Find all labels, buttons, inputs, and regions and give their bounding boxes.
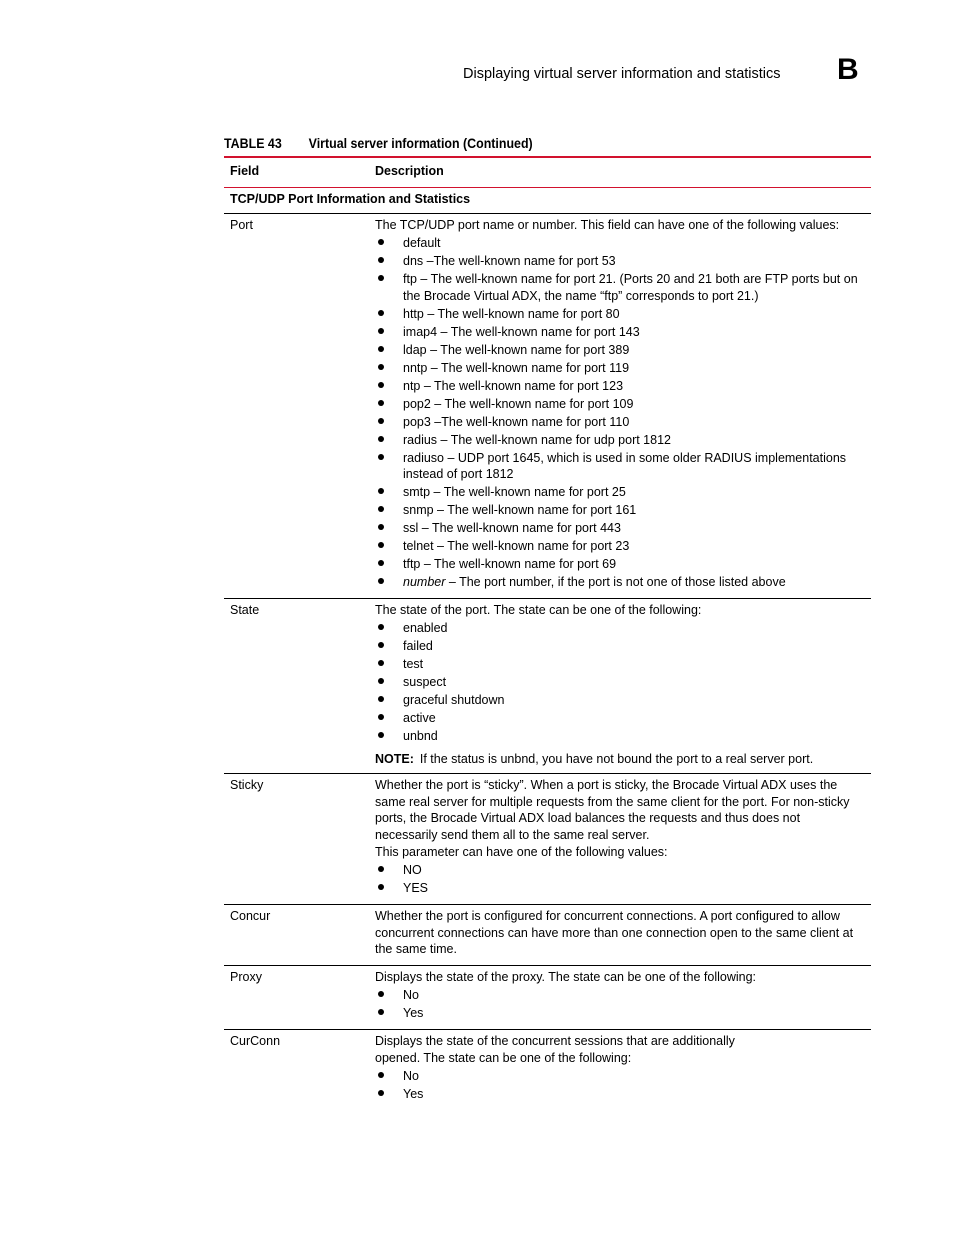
- list-item: tftp – The well-known name for port 69: [375, 556, 865, 573]
- bullet-icon: [378, 1009, 384, 1015]
- value-list: [375, 1068, 865, 1103]
- list-item: pop2 – The well-known name for port 109: [375, 396, 865, 413]
- list-item: NO: [375, 862, 865, 879]
- bullet-icon: [378, 884, 384, 890]
- bullet-icon: [378, 560, 384, 566]
- value-list: [375, 235, 865, 591]
- bullet-icon: [378, 400, 384, 406]
- bullet-icon: [378, 542, 384, 548]
- description-intro: Displays the state of the proxy. The state can be one of the following:: [375, 969, 757, 984]
- bullet-icon: [378, 328, 384, 334]
- list-item: radius – The well-known name for udp port 1812: [375, 432, 865, 449]
- list-item: pop3 –The well-known name for port 110: [375, 414, 865, 431]
- list-item: unbnd: [375, 728, 865, 745]
- list-item: ntp – The well-known name for port 123: [375, 378, 865, 395]
- table-row-sticky: [224, 774, 871, 905]
- description-intro: The state of the port. The state can be one of the following:: [375, 603, 702, 617]
- list-item: ssl – The well-known name for port 443: [375, 520, 865, 537]
- section-title: TCP/UDP Port Information and Statistics: [230, 192, 471, 206]
- list-item: No: [375, 1068, 865, 1085]
- field-description: [375, 969, 865, 1022]
- bullet-icon: [378, 454, 384, 460]
- note: [375, 751, 865, 768]
- table-title: Virtual server information (Continued): [308, 136, 533, 151]
- bullet-icon: [378, 642, 384, 648]
- bullet-icon: [378, 275, 384, 281]
- list-item: ldap – The well-known name for port 389: [375, 342, 865, 359]
- description-intro: The TCP/UDP port name or number. This field can have one of the following values:: [375, 218, 840, 232]
- list-item: dns –The well-known name for port 53: [375, 253, 865, 270]
- bullet-icon: [378, 382, 384, 388]
- list-item: smtp – The well-known name for port 25: [375, 484, 865, 501]
- field-description: [375, 908, 865, 958]
- running-header-title: Displaying virtual server information and statistics: [463, 66, 781, 82]
- list-item: telnet – The well-known name for port 23: [375, 538, 865, 555]
- description-intro: Whether the port is “sticky”. When a port is sticky, the Brocade Virtual ADX uses the same real server for multiple requests from the same client for the port. For non-sticky ports, the Brocade Virtual ADX load balances the requests and thus does not necessarily send them all to the same real server.: [375, 778, 850, 842]
- placeholder-term: number: [403, 575, 446, 589]
- field-name: Sticky: [230, 778, 264, 792]
- bullet-icon: [378, 732, 384, 738]
- field-name: CurConn: [230, 1033, 281, 1048]
- bullet-icon: [378, 364, 384, 370]
- bullet-icon: [378, 239, 384, 245]
- value-list: [375, 987, 865, 1022]
- appendix-letter: B: [837, 53, 859, 86]
- list-item: graceful shutdown: [375, 692, 865, 709]
- list-item: suspect: [375, 674, 865, 691]
- bullet-icon: [378, 714, 384, 720]
- description-intro: Whether the port is configured for concurrent connections. A port configured to allow concurrent connections can have more than one connection open to the same client at the same time.: [375, 909, 854, 956]
- bullet-icon: [378, 678, 384, 684]
- table-number: TABLE 43: [224, 136, 282, 151]
- list-item: nntp – The well-known name for port 119: [375, 360, 865, 377]
- list-item: radiuso – UDP port 1645, which is used in some older RADIUS implementations instead of port 1812: [375, 450, 865, 483]
- list-item: ftp – The well-known name for port 21. (Ports 20 and 21 both are FTP ports but on the Brocade Virtual ADX, the name “ftp” corresponds to port 21.): [375, 271, 865, 304]
- value-list: [375, 862, 865, 897]
- bullet-icon: [378, 436, 384, 442]
- note-label: NOTE:: [375, 751, 414, 766]
- list-item: Yes: [375, 1086, 865, 1103]
- bullet-icon: [378, 418, 384, 424]
- virtual-server-info-table: [224, 156, 871, 1110]
- field-name: Proxy: [230, 969, 262, 984]
- list-item: enabled: [375, 620, 865, 637]
- list-item: active: [375, 710, 865, 727]
- bullet-icon: [378, 524, 384, 530]
- note-text: If the status is unbnd, you have not bound the port to a real server port.: [419, 751, 814, 766]
- table-row-state: [224, 599, 871, 774]
- bullet-icon: [378, 488, 384, 494]
- table-header-row: [224, 158, 871, 188]
- bullet-icon: [378, 1090, 384, 1096]
- column-header-field: Field: [230, 164, 260, 178]
- description-intro-2: This parameter can have one of the following values:: [375, 845, 668, 859]
- list-item: Yes: [375, 1005, 865, 1022]
- list-item: http – The well-known name for port 80: [375, 306, 865, 323]
- bullet-icon: [378, 346, 384, 352]
- field-name: Concur: [230, 909, 271, 923]
- field-description: [375, 1033, 865, 1103]
- value-list: [375, 620, 865, 745]
- bullet-icon: [378, 991, 384, 997]
- list-item: number – The port number, if the port is not one of those listed above: [375, 574, 865, 591]
- table-row-curconn: [224, 1030, 871, 1111]
- list-item: YES: [375, 880, 865, 897]
- table-row-port: [224, 214, 871, 599]
- bullet-icon: [378, 578, 384, 584]
- list-item: snmp – The well-known name for port 161: [375, 502, 865, 519]
- bullet-icon: [378, 506, 384, 512]
- bullet-icon: [378, 660, 384, 666]
- list-item: No: [375, 987, 865, 1004]
- list-item: imap4 – The well-known name for port 143: [375, 324, 865, 341]
- field-description: [375, 217, 865, 591]
- table-row-concur: [224, 905, 871, 966]
- field-description: [375, 602, 865, 767]
- column-header-description: Description: [375, 164, 444, 178]
- bullet-icon: [378, 310, 384, 316]
- list-item: test: [375, 656, 865, 673]
- bullet-icon: [378, 624, 384, 630]
- list-item: default: [375, 235, 865, 252]
- bullet-icon: [378, 1072, 384, 1078]
- description-intro-2: opened. The state can be one of the following:: [375, 1051, 632, 1065]
- list-item: failed: [375, 638, 865, 655]
- field-name: State: [230, 603, 260, 617]
- field-description: [375, 777, 865, 897]
- table-row-proxy: [224, 966, 871, 1030]
- description-intro: Displays the state of the concurrent sessions that are additionally: [375, 1033, 735, 1048]
- section-header: [224, 188, 871, 214]
- bullet-icon: [378, 866, 384, 872]
- bullet-icon: [378, 696, 384, 702]
- bullet-icon: [378, 257, 384, 263]
- table-caption: [224, 135, 818, 153]
- field-name: Port: [230, 218, 253, 232]
